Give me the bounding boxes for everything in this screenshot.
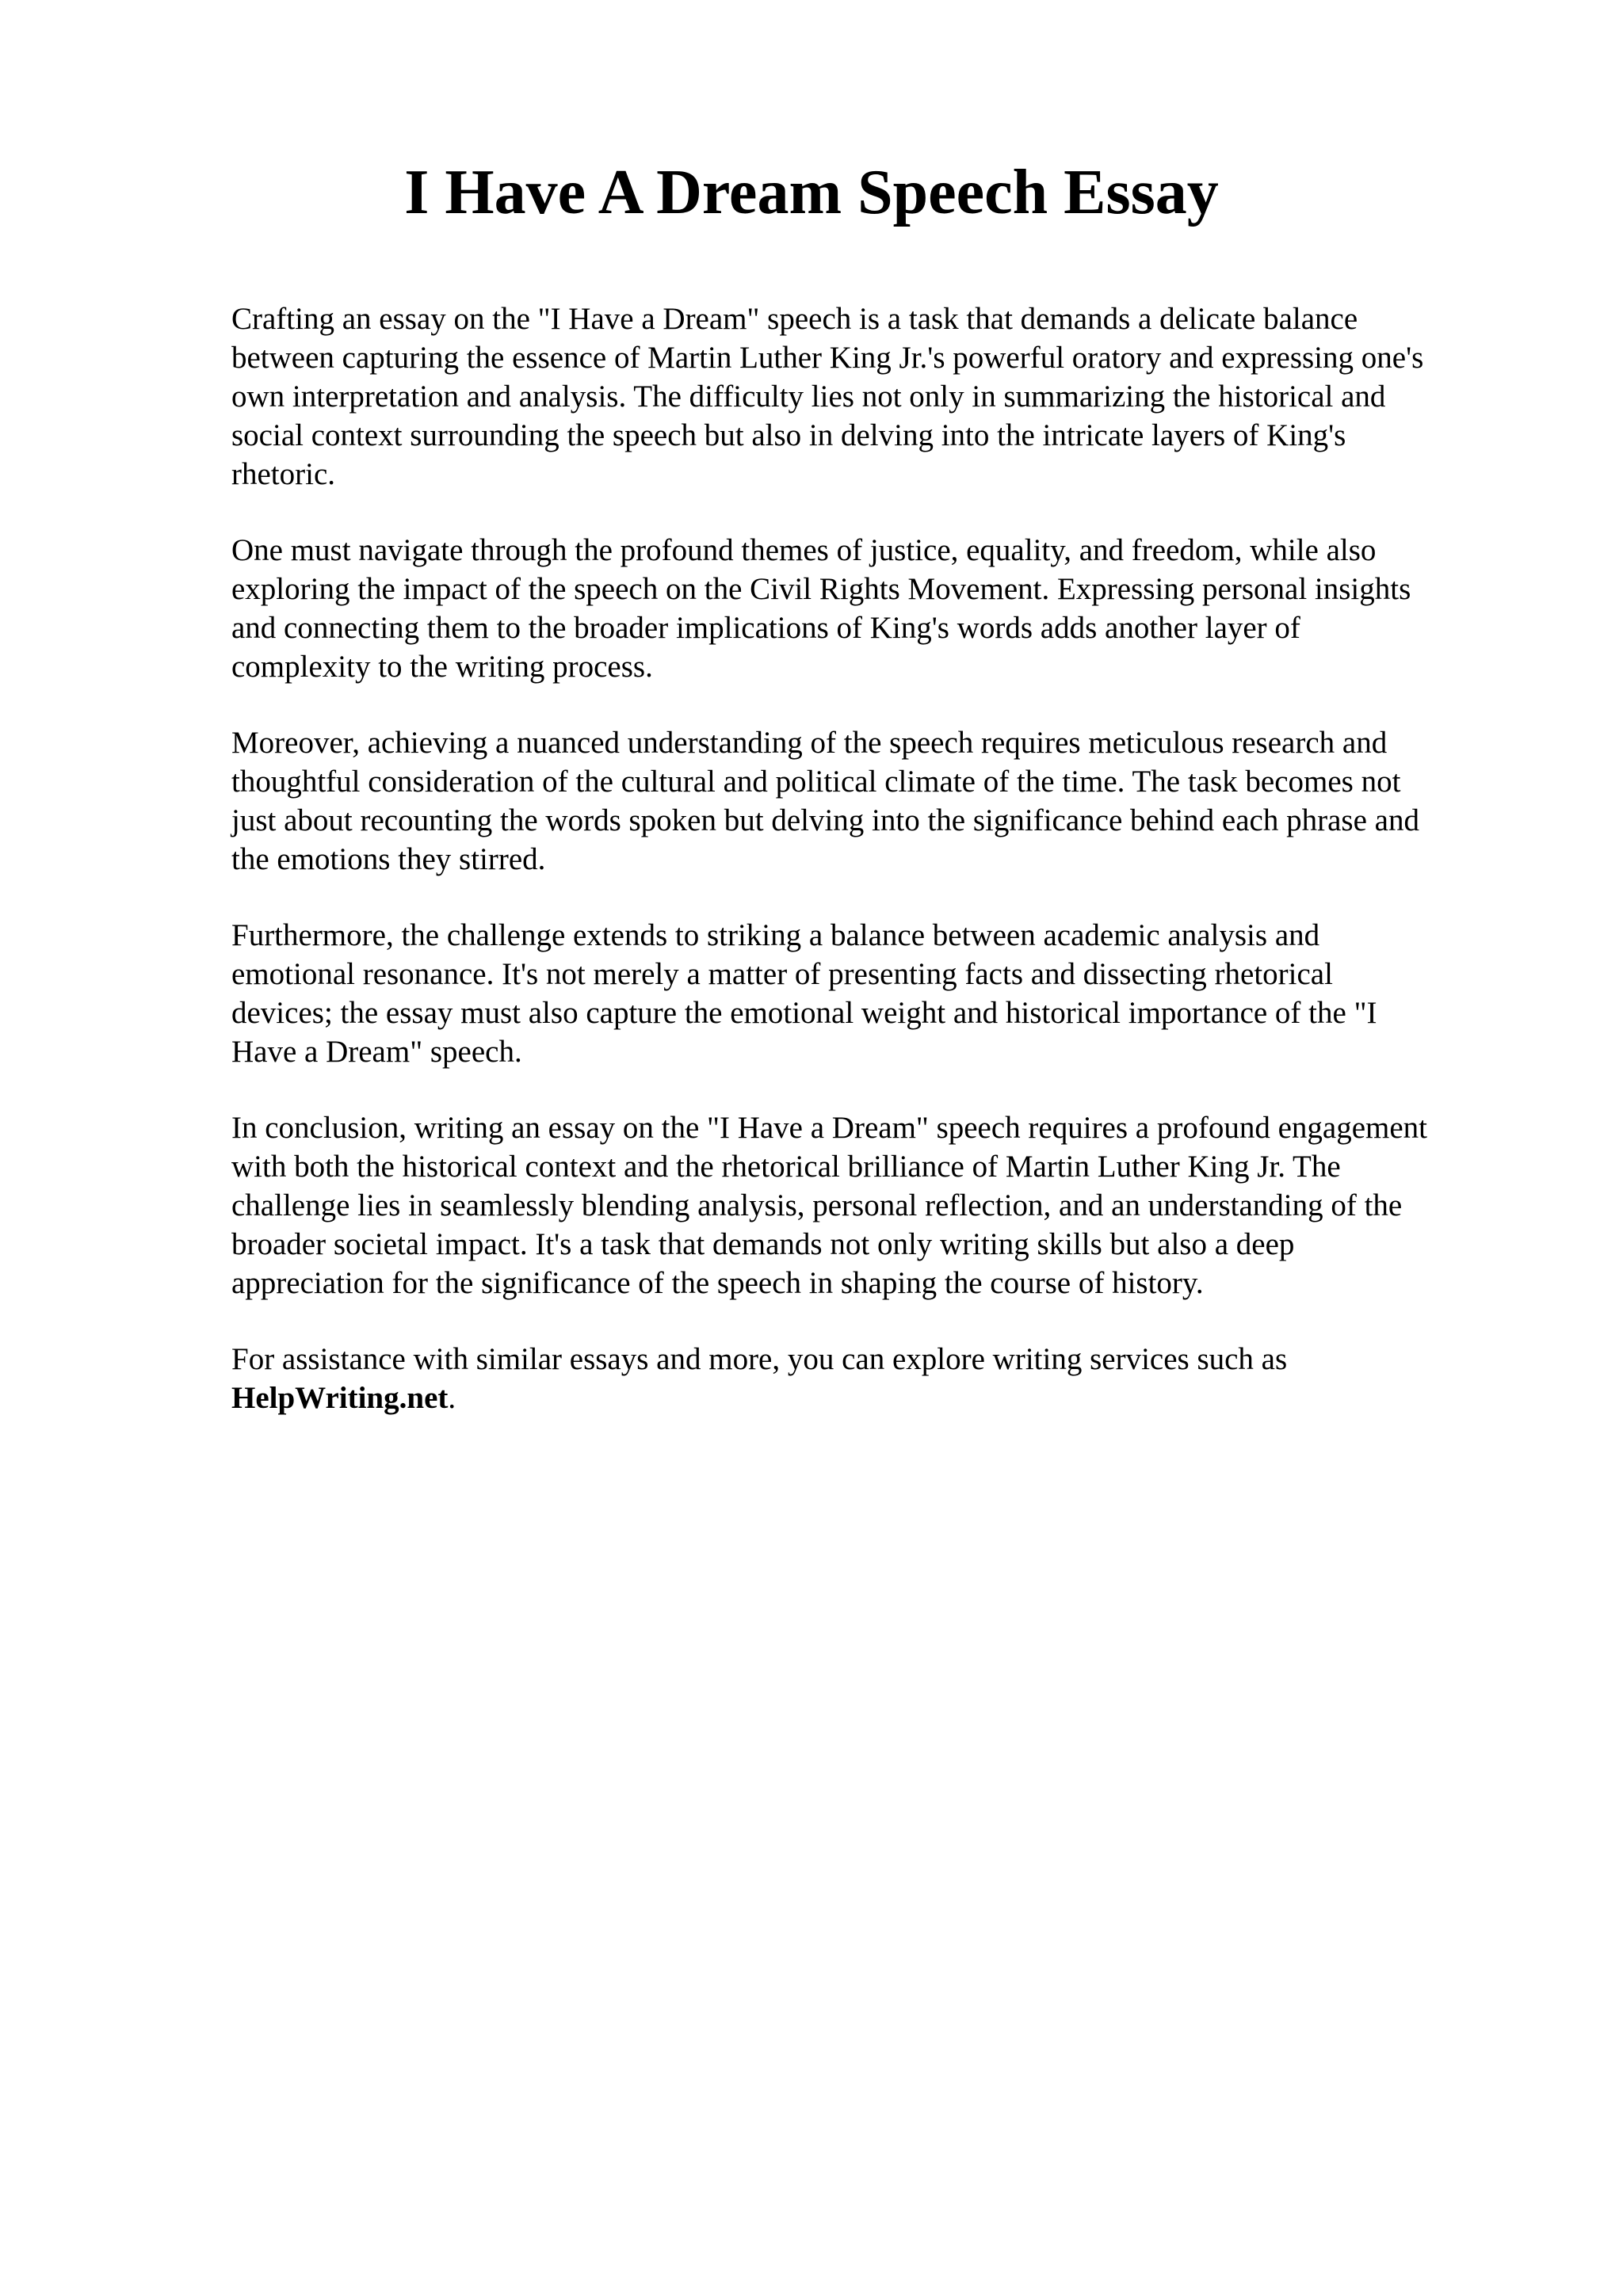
text-line: One must navigate through the profound themes of justice, equality, and freedom, while also (231, 533, 1377, 567)
text-line: just about recounting the words spoken but delving into the significance behind each phrase and (231, 803, 1419, 837)
text-line: between capturing the essence of Martin Luther King Jr.'s powerful oratory and expressing one's (231, 341, 1424, 375)
paragraph-1 (231, 299, 1515, 494)
brand-name: HelpWriting.net (231, 1381, 449, 1415)
text-line: rhetoric. (231, 457, 336, 491)
text-line: devices; the essay must also capture the emotional weight and historical importance of the "I (231, 996, 1377, 1030)
text-line: social context surrounding the speech but also in delving into the intricate layers of King's (231, 418, 1346, 452)
text-line (231, 1379, 1515, 1417)
paragraph-2 (231, 531, 1515, 686)
closing-period: . (448, 1381, 456, 1415)
paragraph-4 (231, 916, 1515, 1071)
document-title: I Have A Dream Speech Essay (404, 158, 1219, 227)
text-line: Moreover, achieving a nuanced understanding of the speech requires meticulous research and (231, 726, 1388, 760)
text-line: appreciation for the significance of the speech in shaping the course of history. (231, 1266, 1204, 1300)
text-line: broader societal impact. It's a task that demands not only writing skills but also a deep (231, 1227, 1295, 1261)
text-line: Furthermore, the challenge extends to striking a balance between academic analysis and (231, 918, 1320, 952)
text-line: and connecting them to the broader implications of King's words adds another layer of (231, 611, 1300, 645)
text-line: the emotions they stirred. (231, 842, 546, 876)
text-line: own interpretation and analysis. The difficulty lies not only in summarizing the historical and (231, 379, 1386, 414)
text-line: exploring the impact of the speech on the Civil Rights Movement. Expressing personal insights (231, 572, 1411, 606)
text-line: emotional resonance. It's not merely a matter of presenting facts and dissecting rhetorical (231, 957, 1333, 991)
closing-paragraph (231, 1340, 1515, 1417)
paragraph-3 (231, 723, 1515, 879)
essay-body (231, 299, 1515, 1455)
text-line: challenge lies in seamlessly blending analysis, personal reflection, and an understanding of the (231, 1188, 1403, 1222)
paragraph-5 (231, 1108, 1515, 1302)
text-line: In conclusion, writing an essay on the "I Have a Dream" speech requires a profound engagement (231, 1111, 1427, 1145)
text-line: Have a Dream" speech. (231, 1035, 522, 1069)
text-line: For assistance with similar essays and more, you can explore writing services such as (231, 1342, 1288, 1376)
text-line: Crafting an essay on the "I Have a Dream" speech is a task that demands a delicate balance (231, 302, 1358, 336)
text-line: thoughtful consideration of the cultural and political climate of the time. The task becomes not (231, 765, 1401, 799)
text-line: complexity to the writing process. (231, 650, 653, 684)
text-line: with both the historical context and the rhetorical brilliance of Martin Luther King Jr. The (231, 1150, 1341, 1184)
